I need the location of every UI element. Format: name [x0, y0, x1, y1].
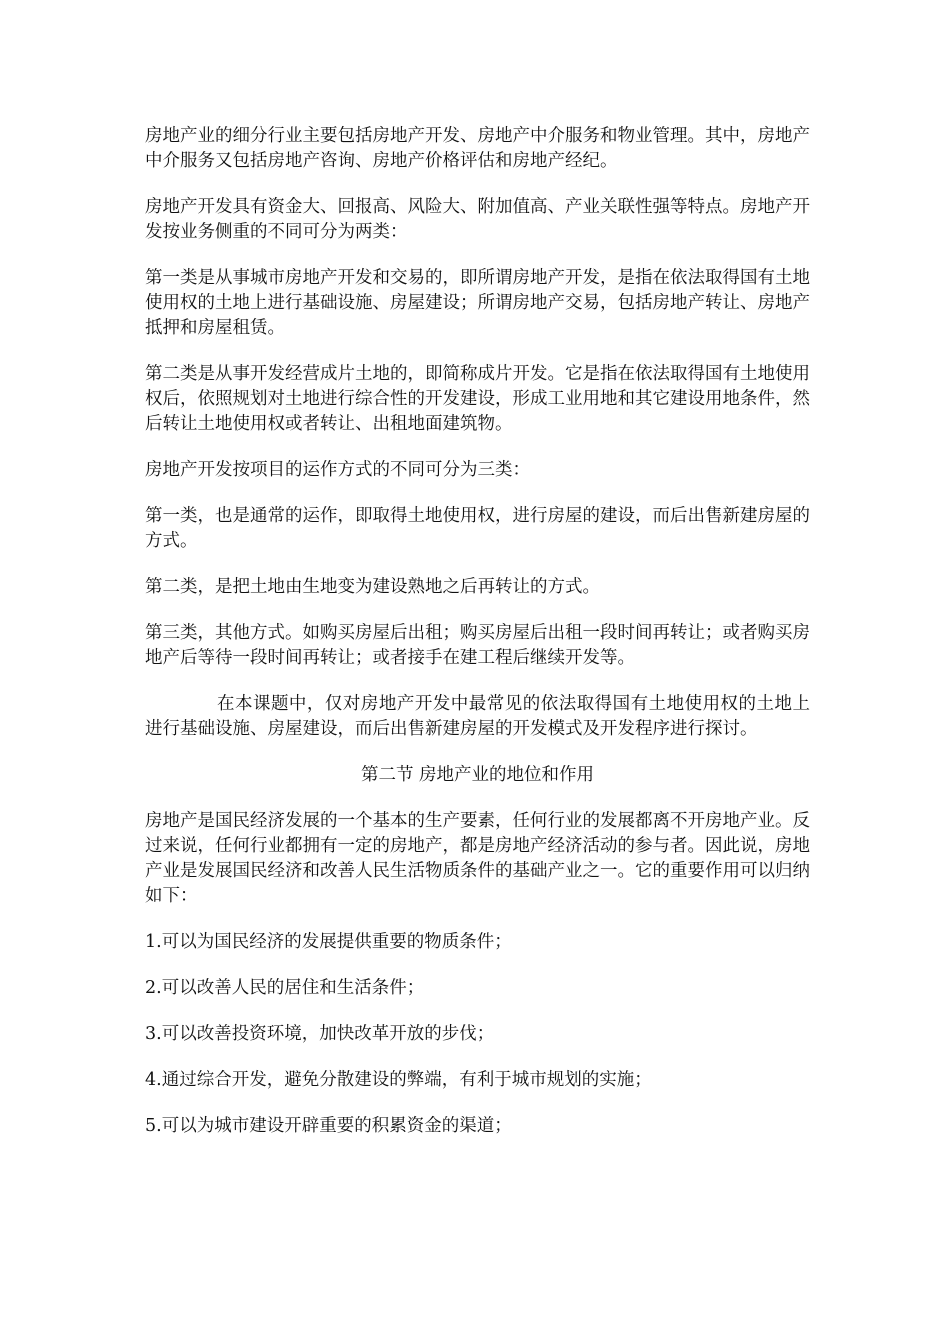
list-item: 4.通过综合开发，避免分散建设的弊端，有利于城市规划的实施；	[145, 1070, 652, 1090]
list-item: 2.可以改善人民的居住和生活条件；	[145, 978, 425, 998]
paragraph-section-intro: 房地产是国民经济发展的一个基本的生产要素，任何行业的发展都离不开房地产业。反过来说，任何行业都拥有一定的房地产，都是房地产经济活动的参与者。因此说，房地产业是发展国民经济和改善人民生活物质条件的基础产业之一。它的重要作用可以归纳如下：	[145, 811, 810, 906]
paragraph-research-scope: 在本课题中，仅对房地产开发中最常见的依法取得国有土地使用权的土地上进行基础设施、房屋建设，而后出售新建房屋的开发模式及开发程序进行探讨。	[145, 694, 810, 739]
list-item: 1.可以为国民经济的发展提供重要的物质条件；	[145, 932, 512, 952]
paragraph-mode-one: 第一类，也是通常的运作，即取得土地使用权，进行房屋的建设，而后出售新建房屋的方式。	[145, 506, 810, 551]
paragraph-industry-segments: 房地产业的细分行业主要包括房地产开发、房地产中介服务和物业管理。其中，房地产中介服务又包括房地产咨询、房地产价格评估和房地产经纪。	[145, 126, 810, 171]
list-item: 3.可以改善投资环境，加快改革开放的步伐；	[145, 1024, 495, 1044]
paragraph-operation-modes: 房地产开发按项目的运作方式的不同可分为三类：	[145, 460, 530, 480]
paragraph-development-features: 房地产开发具有资金大、回报高、风险大、附加值高、产业关联性强等特点。房地产开发按业务侧重的不同可分为两类：	[145, 197, 810, 242]
section-heading: 第二节 房地产业的地位和作用	[360, 765, 595, 785]
paragraph-mode-two: 第二类，是把土地由生地变为建设熟地之后再转让的方式。	[145, 577, 600, 597]
paragraph-mode-three: 第三类，其他方式。如购买房屋后出租；购买房屋后出租一段时间再转让；或者购买房地产后等待一段时间再转让；或者接手在建工程后继续开发等。	[145, 623, 810, 668]
list-item: 5.可以为城市建设开辟重要的积累资金的渠道；	[145, 1116, 512, 1136]
paragraph-type-one: 第一类是从事城市房地产开发和交易的，即所谓房地产开发，是指在依法取得国有土地使用权的土地上进行基础设施、房屋建设；所谓房地产交易，包括房地产转让、房地产抵押和房屋租赁。	[145, 268, 810, 338]
document-body	[145, 124, 810, 1160]
paragraph-type-two: 第二类是从事开发经营成片土地的，即简称成片开发。它是指在依法取得国有土地使用权后，依照规划对土地进行综合性的开发建设，形成工业用地和其它建设用地条件，然后转让土地使用权或者转让、出租地面建筑物。	[145, 364, 810, 434]
